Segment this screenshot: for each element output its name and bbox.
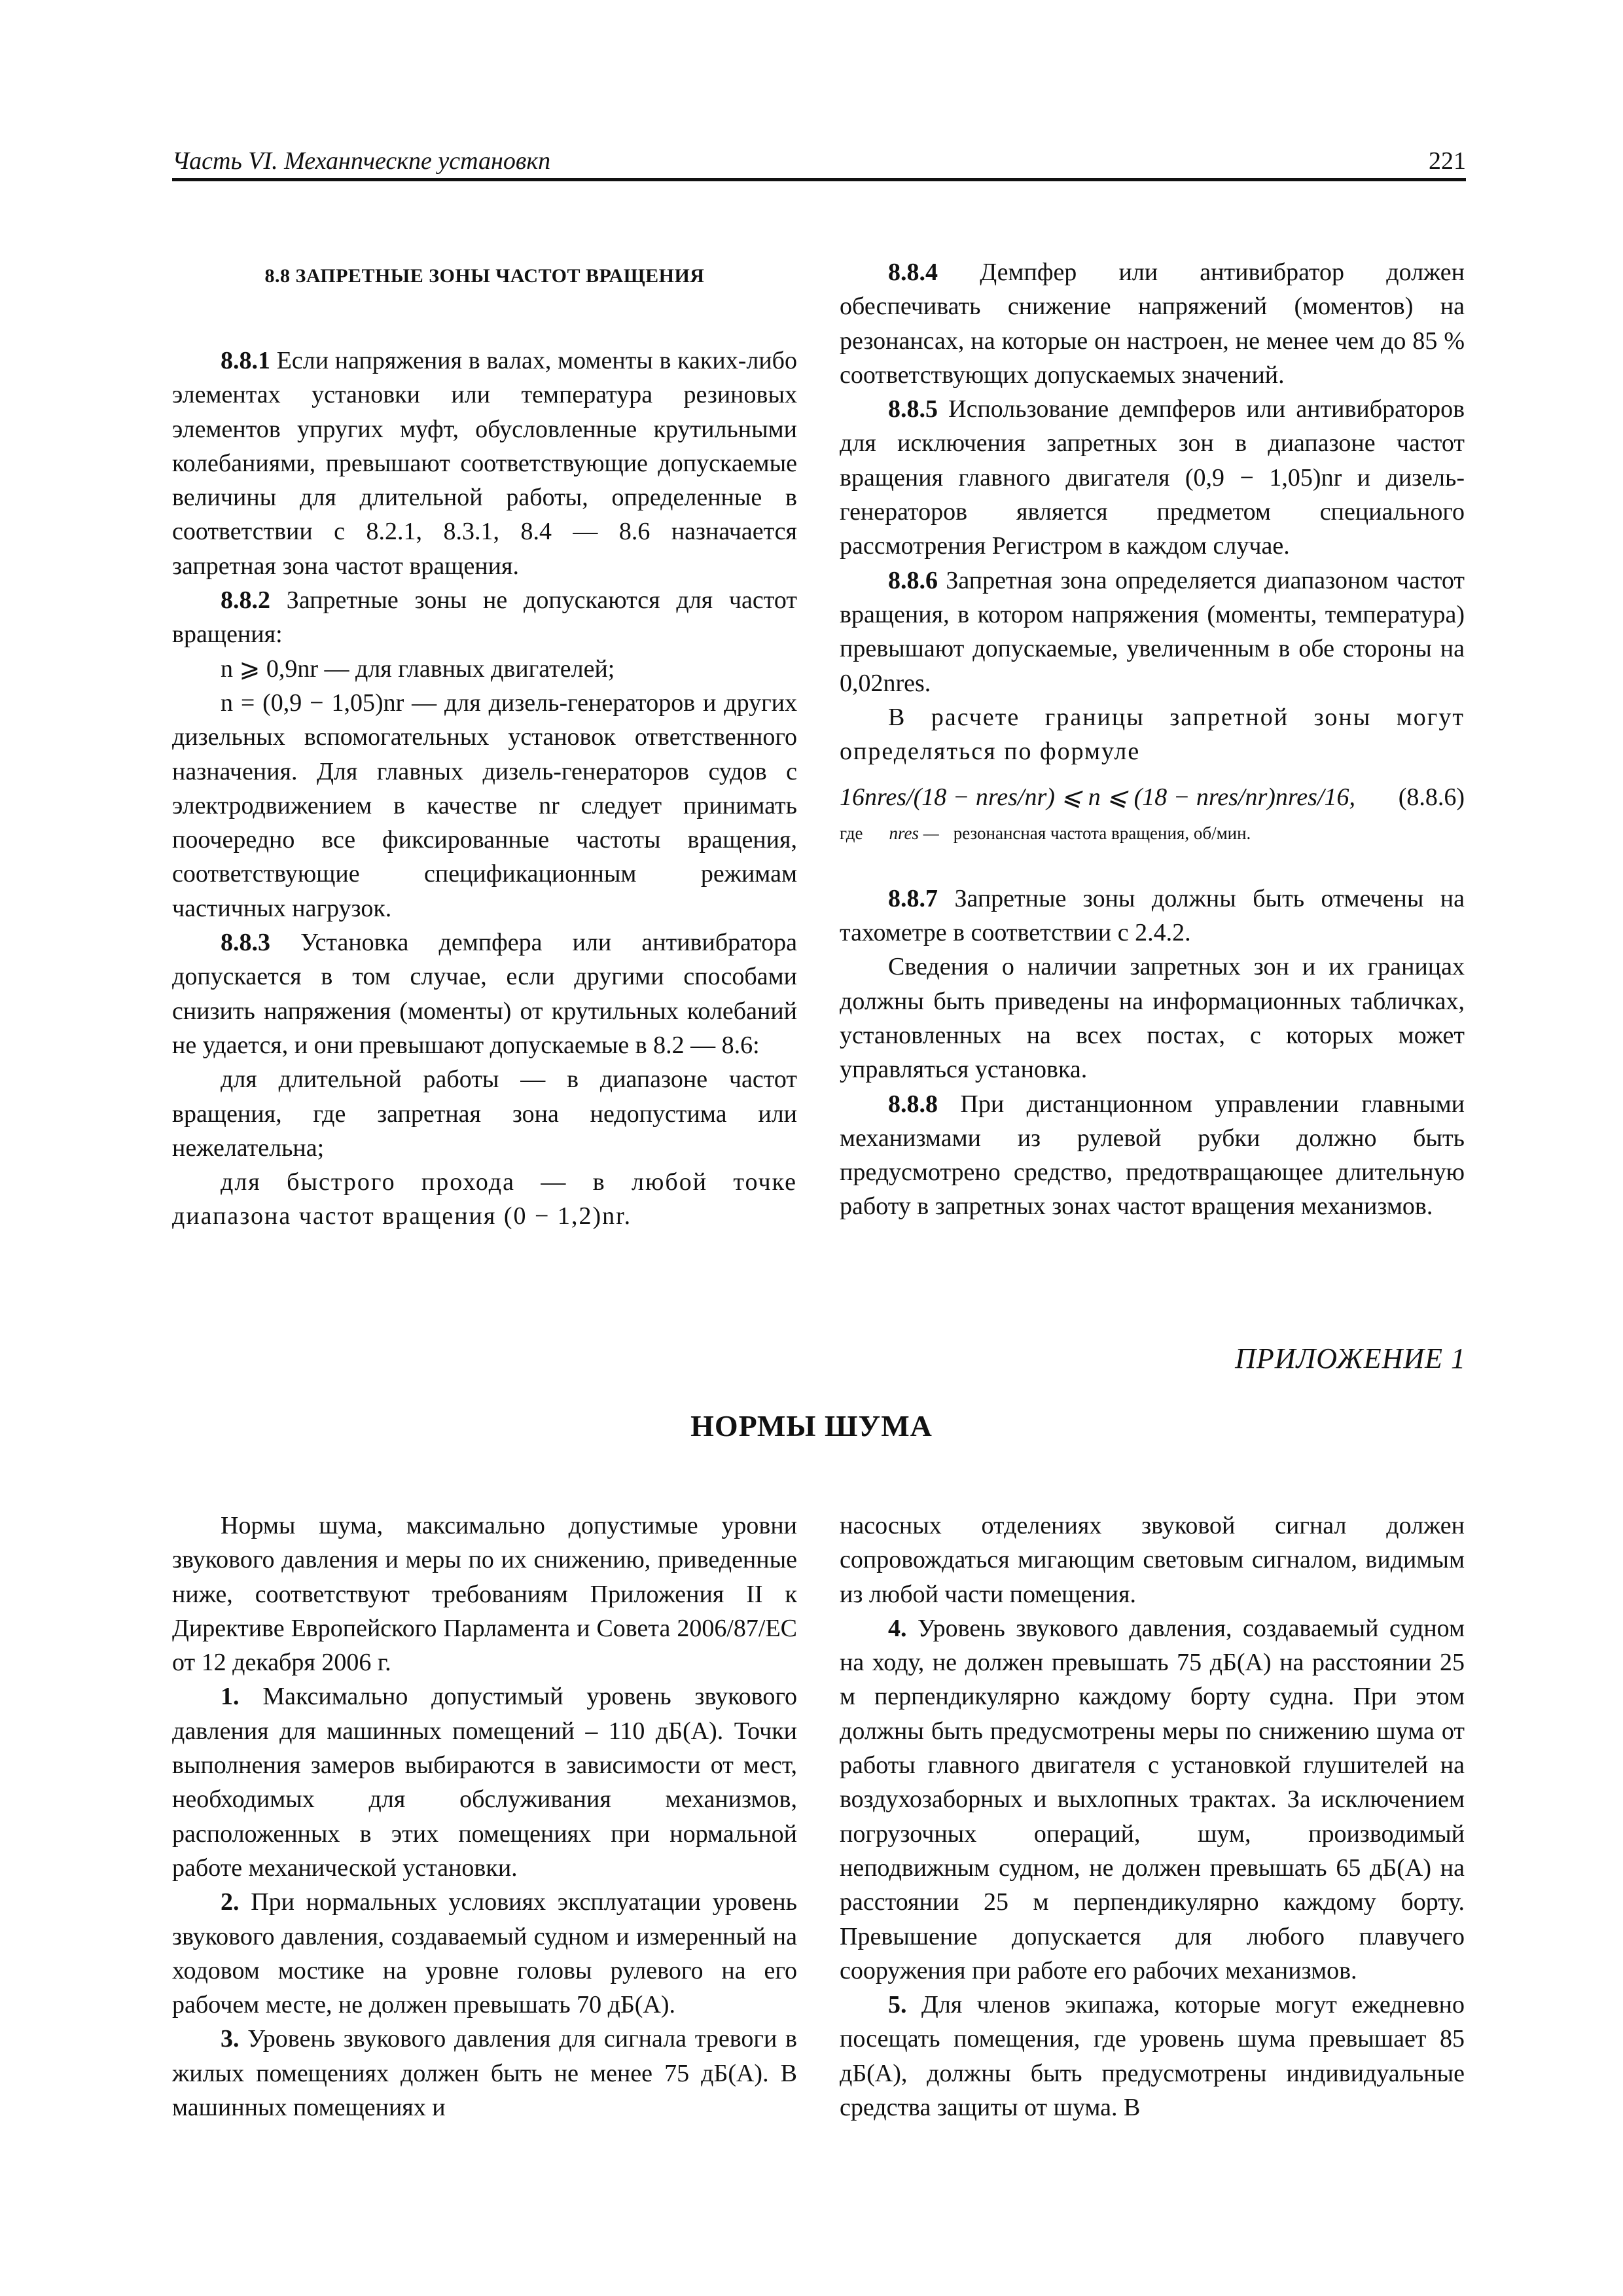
paragraph-8-8-2: 8.8.2 Запретные зоны не допускаются для частот вращения: xyxy=(172,586,797,649)
paragraph-8-8-4: 8.8.4 Демпфер или антивибратор должен обеспечивать снижение напряжений (моментов) на резонансах, на которые он настроен, не менее чем до 85 % соответствующих допускаемых значений. xyxy=(840,259,1465,389)
paragraph-8-8-7: 8.8.7 Запретные зоны должны быть отмечены на тахометре в соответствии с 2.4.2. xyxy=(840,884,1465,947)
page-header xyxy=(172,145,1466,181)
appendix-label: ПРИЛОЖЕНИЕ 1 xyxy=(1235,1342,1466,1374)
paragraph-8-8-1: 8.8.1 Если напряжения в валах, моменты в каких-либо элементах установки или температура резиновых элементов упругих муфт, обусловленные крутильными колебаниями, превышают соответствующие допускаемые величины для длительной работы, определенные в соответствии с 8.2.1, 8.3.1, 8.4 — 8.6 назначается запретная зона частот вращения. xyxy=(172,347,797,580)
paragraph-8-8-2-item-2: n = (0,9 − 1,05)nr — для дизель-генераторов и других дизельных вспомогательных установок ответственного назначения. Для главных дизель-генераторов судов с электродвижением в качестве nr следует принимать поочередно все фиксированные частоты вращения, соответствующие спецификационным режимам частичных нагрузок. xyxy=(172,689,797,922)
paragraph-8-8-6-calc: В расчете границы запретной зоны могут определяться по формуле xyxy=(840,703,1465,766)
paragraph-8-8-3-item-1: для длительной работы — в диапазоне частот вращения, где запретная зона недопустима или нежелательна; xyxy=(172,1066,797,1162)
formula-expression: 16nres/(18 − nres/nr) ⩽ n ⩽ (18 − nres/nr)nres/16, xyxy=(840,783,1356,812)
appendix-item-3: 3. Уровень звукового давления для сигнала тревоги в жилых помещениях должен быть не менее 75 дБ(А). В машинных помещениях и xyxy=(172,2025,797,2122)
paragraph-8-8-2-item-1: n ⩾ 0,9nr — для главных двигателей; xyxy=(221,655,615,683)
paragraph-8-8-8: 8.8.8 При дистанционном управлении главными механизмами из рулевой рубки должно быть предусмотрено средство, предотвращающее длительную работу в запретных зонах частот вращения механизмов. xyxy=(840,1090,1465,1221)
page-number: 221 xyxy=(1429,147,1466,175)
where-label: где xyxy=(840,823,863,843)
appendix-item-5: 5. Для членов экипажа, которые могут ежедневно посещать помещения, где уровень шума превышает 85 дБ(А), должны быть предусмотрены индивидуальные средства защиты от шума. В xyxy=(840,1991,1465,2122)
section-title: 8.8 ЗАПРЕТНЫЕ ЗОНЫ ЧАСТОТ ВРАЩЕНИЯ xyxy=(264,265,705,287)
formula-legend xyxy=(840,820,1465,846)
where-text: резонансная частота вращения, об/мин. xyxy=(953,823,1251,843)
formula-8-8-6 xyxy=(840,780,1465,814)
appendix-item-1: 1. Максимально допустимый уровень звукового давления для машинных помещений – 110 дБ(А). Точки выполнения замеров выбираются в зависимости от мест, необходимых для обслуживания механизмов, расположенных в этих помещениях при нормальной работе механической установки. xyxy=(172,1683,797,1882)
appendix-title: НОРМЫ ШУМА xyxy=(690,1409,933,1443)
appendix-item-4: 4. Уровень звукового давления, создаваемый судном на ходу, не должен превышать 75 дБ(А) на расстоянии 25 м перпендикулярно каждому борту судна. При этом должны быть предусмотрены меры по снижению шума от работы главного двигателя с установкой глушителей на воздухозаборных и выхлопных трактах. За исключением погрузочных операций, шум, производимый неподвижным судном, не должен превышать 65 дБ(А) на расстоянии 25 м перпендикулярно каждому борту. Превышение допускается для любого плавучего сооружения при работе его рабочих механизмов. xyxy=(840,1614,1465,1984)
header-title: Часть VI. Механпческпе установкп xyxy=(172,147,551,175)
appendix-right-column xyxy=(840,1509,1465,2125)
appendix-item-3-continued: насосных отделениях звуковой сигнал должен сопровождаться мигающим световым сигналом, видимым из любой части помещения. xyxy=(840,1512,1465,1608)
paragraph-8-8-3: 8.8.3 Установка демпфера или антивибратора допускается в том случае, если другими способами снизить напряжения (моменты) от крутильных колебаний не удается, и они превышают допускаемые в 8.2 — 8.6: xyxy=(172,929,798,1059)
paragraph-8-8-5: 8.8.5 Использование демпферов или антивибраторов для исключения запретных зон в диапазоне частот вращения главного двигателя (0,9 − 1,05)nr и дизель-генераторов является предметом специального рассмотрения Регистром в каждом случае. xyxy=(840,395,1465,560)
appendix-left-column xyxy=(172,1509,797,2125)
paragraph-8-8-7-info: Сведения о наличии запретных зон и их границах должны быть приведены на информационных табличках, установленных на всех постах, с которых может управляться установка. xyxy=(840,953,1465,1084)
appendix-item-2: 2. При нормальных условиях эксплуатации уровень звукового давления, создаваемый судном и измеренный на ходовом мостике на уровне головы рулевого на его рабочем месте, не должен превышать 70 дБ(А). xyxy=(172,1888,798,2019)
section-right-column xyxy=(840,255,1465,1224)
paragraph-8-8-3-item-2: для быстрого прохода — в любой точке диапазона частот вращения (0 − 1,2)nr. xyxy=(172,1168,797,1230)
where-symbol: nres — xyxy=(889,823,939,843)
section-left-column xyxy=(172,344,797,1234)
formula-number: (8.8.6) xyxy=(1398,783,1465,812)
appendix-intro: Нормы шума, максимально допустимые уровни звукового давления и меры по их снижению, приведенные ниже, соответствуют требованиям Приложения II к Директиве Европейского Парламента и Совета 2006/87/EC от 12 декабря 2006 г. xyxy=(172,1512,797,1677)
paragraph-8-8-6: 8.8.6 Запретная зона определяется диапазоном частот вращения, в котором напряжения (моменты, температура) превышают допускаемые, увеличенным в обе стороны на 0,02nres. xyxy=(840,566,1465,697)
